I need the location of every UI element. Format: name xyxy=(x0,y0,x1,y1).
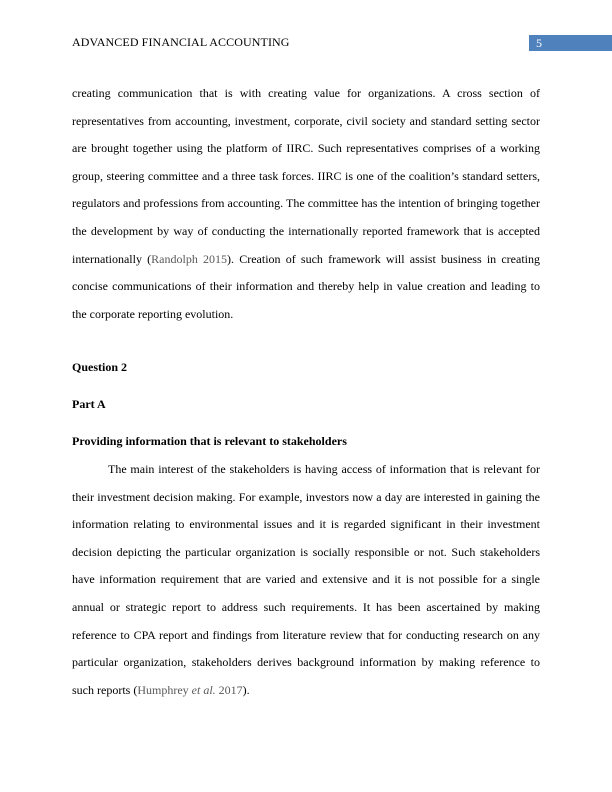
paragraph-text: The main interest of the stakeholders is having access of information that is relevant for their investment decision making. For example, investors now a day are interested in gaining the information relating to environmental issues and it is regarded significant in their investment decision depicting the particular organization is socially responsible or not. Such stakeholders have information requirement that are varied and extensive and it is not possible for a single annual or strategic report to address such requirements. It has been ascertained by making reference to CPA report and findings from literature review that for conducting research on any particular organization, stakeholders derives background information by making reference to such reports ( xyxy=(72,462,540,697)
part-heading: Part A xyxy=(72,397,106,411)
header-title: ADVANCED FINANCIAL ACCOUNTING xyxy=(72,35,290,49)
page-number-badge xyxy=(529,35,612,51)
paragraph-text: creating communication that is with creating value for organizations. A cross section of representatives from accounting, investment, corporate, civil society and standard setting sector are brought together using the platform of IIRC. Such representatives comprises of a working group, steering committee and a three task forces. IIRC is one of the coalition’s standard setters, regulators and professions from accounting. The committee has the intention of bringing together the development by way of conducting the internationally reported framework that is accepted internationally ( xyxy=(72,86,540,266)
body-paragraph-1 xyxy=(72,80,540,328)
page-number: 5 xyxy=(536,36,542,50)
citation: Randolph 2015 xyxy=(151,251,228,266)
citation-author: Humphrey xyxy=(137,682,192,697)
citation-etal: et al. xyxy=(191,682,216,697)
paragraph-text: ). Creation of such framework will assist business in creating concise communications of their information and thereby help in value creation and leading to the corporate reporting evolution. xyxy=(72,251,540,321)
section-subheading: Providing information that is relevant to stakeholders xyxy=(72,434,347,448)
citation-year: 2017 xyxy=(215,682,243,697)
body-paragraph-2 xyxy=(72,456,540,704)
question-heading: Question 2 xyxy=(72,360,128,374)
paragraph-text: ). xyxy=(242,682,250,697)
